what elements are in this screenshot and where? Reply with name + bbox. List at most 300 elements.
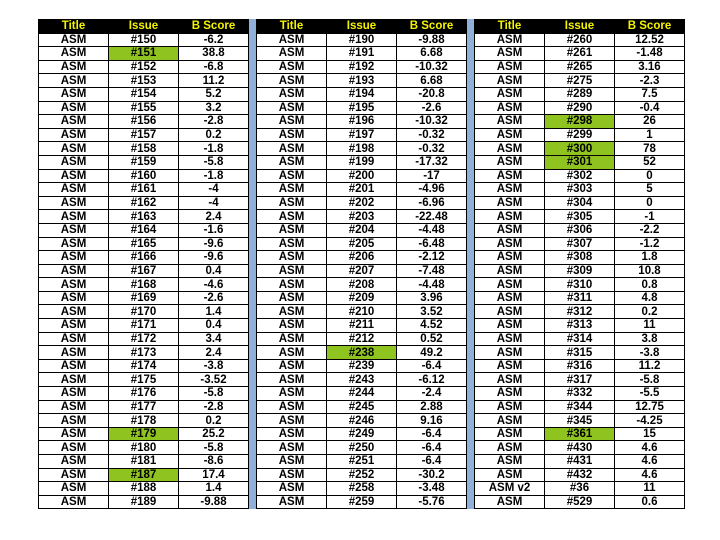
score-table-1 (38, 19, 249, 509)
cell-issue: #154 (109, 87, 179, 101)
cell-issue: #197 (327, 128, 397, 142)
cell-title: ASM (257, 237, 327, 251)
table-row (39, 47, 249, 61)
cell-issue: #300 (545, 142, 615, 156)
cell-b-score: -2.6 (397, 101, 467, 115)
table-row (475, 142, 685, 156)
cell-b-score: -2.4 (397, 387, 467, 401)
cell-issue: #251 (327, 455, 397, 469)
table-row (39, 183, 249, 197)
cell-title: ASM (39, 142, 109, 156)
cell-issue: #191 (327, 47, 397, 61)
cell-title: ASM (475, 101, 545, 115)
cell-b-score: -2.3 (615, 74, 685, 88)
cell-title: ASM (257, 210, 327, 224)
cell-issue: #162 (109, 196, 179, 210)
cell-issue: #153 (109, 74, 179, 88)
cell-b-score: 0.8 (615, 278, 685, 292)
table-row (39, 414, 249, 428)
table-row (257, 346, 467, 360)
cell-b-score: -6.4 (397, 441, 467, 455)
table-row (39, 128, 249, 142)
cell-issue: #168 (109, 278, 179, 292)
cell-b-score: -8.6 (179, 455, 249, 469)
table-row (475, 196, 685, 210)
cell-title: ASM (39, 427, 109, 441)
cell-title: ASM (257, 251, 327, 265)
cell-b-score: 3.4 (179, 332, 249, 346)
cell-title: ASM (39, 278, 109, 292)
cell-b-score: 0.2 (179, 128, 249, 142)
cell-title: ASM (39, 183, 109, 197)
cell-issue: #151 (109, 47, 179, 61)
cell-b-score: 11.2 (615, 359, 685, 373)
cell-b-score: -6.4 (397, 359, 467, 373)
cell-issue: #208 (327, 278, 397, 292)
cell-issue: #210 (327, 305, 397, 319)
table-row (39, 278, 249, 292)
score-table-2 (256, 19, 467, 509)
cell-issue: #301 (545, 155, 615, 169)
cell-issue: #203 (327, 210, 397, 224)
table-row (257, 427, 467, 441)
table-row (257, 237, 467, 251)
table-row (257, 183, 467, 197)
cell-b-score: -4.48 (397, 223, 467, 237)
cell-b-score: 1.8 (615, 251, 685, 265)
table-row (39, 441, 249, 455)
cell-issue: #169 (109, 291, 179, 305)
cell-title: ASM (475, 427, 545, 441)
cell-issue: #173 (109, 346, 179, 360)
cell-title: ASM (39, 155, 109, 169)
cell-b-score: -30.2 (397, 468, 467, 482)
cell-b-score: 4.8 (615, 291, 685, 305)
cell-b-score: -20.8 (397, 87, 467, 101)
cell-issue: #189 (109, 495, 179, 509)
table-separator (249, 19, 256, 509)
cell-title: ASM (475, 169, 545, 183)
cell-b-score: -7.48 (397, 264, 467, 278)
cell-title: ASM (475, 414, 545, 428)
cell-b-score: 2.4 (179, 210, 249, 224)
table-row (39, 115, 249, 129)
cell-issue: #155 (109, 101, 179, 115)
table-row (257, 251, 467, 265)
cell-title: ASM (257, 183, 327, 197)
table-row (475, 223, 685, 237)
cell-title: ASM (257, 359, 327, 373)
cell-issue: #431 (545, 455, 615, 469)
table-row (257, 87, 467, 101)
cell-title: ASM (475, 332, 545, 346)
cell-b-score: -5.5 (615, 387, 685, 401)
table-row (39, 264, 249, 278)
cell-issue: #181 (109, 455, 179, 469)
table-row (257, 387, 467, 401)
table-row (475, 482, 685, 496)
cell-issue: #190 (327, 33, 397, 47)
cell-title: ASM (39, 495, 109, 509)
cell-b-score: 4.6 (615, 468, 685, 482)
cell-issue: #304 (545, 196, 615, 210)
cell-title: ASM (475, 196, 545, 210)
table-row (257, 441, 467, 455)
cell-b-score: 0.4 (179, 319, 249, 333)
cell-issue: #307 (545, 237, 615, 251)
cell-issue: #195 (327, 101, 397, 115)
table-row (257, 319, 467, 333)
cell-issue: #200 (327, 169, 397, 183)
table-row (257, 33, 467, 47)
cell-b-score: -2.12 (397, 251, 467, 265)
cell-title: ASM (39, 47, 109, 61)
cell-b-score: 25.2 (179, 427, 249, 441)
header-issue: Issue (327, 20, 397, 34)
cell-title: ASM (39, 319, 109, 333)
cell-b-score: -5.8 (179, 387, 249, 401)
cell-issue: #239 (327, 359, 397, 373)
cell-issue: #165 (109, 237, 179, 251)
cell-title: ASM (39, 196, 109, 210)
cell-issue: #260 (545, 33, 615, 47)
cell-title: ASM (475, 441, 545, 455)
cell-title: ASM v2 (475, 482, 545, 496)
cell-b-score: -4.25 (615, 414, 685, 428)
cell-b-score: 0.2 (179, 414, 249, 428)
header-b-score: B Score (615, 20, 685, 34)
cell-issue: #156 (109, 115, 179, 129)
cell-title: ASM (39, 332, 109, 346)
table-row (39, 196, 249, 210)
cell-issue: #163 (109, 210, 179, 224)
cell-title: ASM (257, 115, 327, 129)
cell-b-score: 17.4 (179, 468, 249, 482)
table-row (39, 87, 249, 101)
cell-issue: #194 (327, 87, 397, 101)
table-row (39, 155, 249, 169)
table-row (39, 74, 249, 88)
cell-b-score: -4.48 (397, 278, 467, 292)
cell-title: ASM (475, 455, 545, 469)
table-row (475, 346, 685, 360)
cell-title: ASM (257, 74, 327, 88)
cell-title: ASM (475, 278, 545, 292)
table-row (257, 359, 467, 373)
cell-b-score: 4.6 (615, 455, 685, 469)
header-issue: Issue (109, 20, 179, 34)
cell-b-score: 4.52 (397, 319, 467, 333)
cell-title: ASM (475, 223, 545, 237)
cell-issue: #361 (545, 427, 615, 441)
table-row (39, 291, 249, 305)
cell-b-score: 7.5 (615, 87, 685, 101)
cell-issue: #178 (109, 414, 179, 428)
cell-title: ASM (39, 482, 109, 496)
cell-issue: #152 (109, 60, 179, 74)
cell-title: ASM (475, 47, 545, 61)
cell-title: ASM (475, 264, 545, 278)
cell-issue: #170 (109, 305, 179, 319)
table-row (39, 60, 249, 74)
table-row (475, 251, 685, 265)
cell-b-score: -9.88 (397, 33, 467, 47)
cell-b-score: -4.96 (397, 183, 467, 197)
cell-issue: #209 (327, 291, 397, 305)
cell-issue: #314 (545, 332, 615, 346)
cell-issue: #310 (545, 278, 615, 292)
table-row (475, 495, 685, 509)
table-row (475, 332, 685, 346)
cell-b-score: -3.8 (615, 346, 685, 360)
cell-title: ASM (257, 291, 327, 305)
cell-title: ASM (39, 87, 109, 101)
cell-issue: #308 (545, 251, 615, 265)
cell-b-score: 5.2 (179, 87, 249, 101)
cell-title: ASM (257, 169, 327, 183)
cell-title: ASM (39, 251, 109, 265)
table-row (257, 169, 467, 183)
cell-title: ASM (475, 305, 545, 319)
cell-issue: #207 (327, 264, 397, 278)
cell-title: ASM (475, 346, 545, 360)
cell-issue: #157 (109, 128, 179, 142)
table-row (475, 74, 685, 88)
cell-title: ASM (39, 210, 109, 224)
cell-issue: #313 (545, 319, 615, 333)
cell-b-score: 2.88 (397, 400, 467, 414)
header-b-score: B Score (179, 20, 249, 34)
table-row (475, 87, 685, 101)
table-row (475, 468, 685, 482)
cell-title: ASM (257, 196, 327, 210)
table-row (39, 400, 249, 414)
cell-issue: #176 (109, 387, 179, 401)
table-row (475, 210, 685, 224)
table-row (39, 210, 249, 224)
cell-issue: #192 (327, 60, 397, 74)
table-row (257, 414, 467, 428)
table-row (257, 155, 467, 169)
table-row (39, 346, 249, 360)
header-row (39, 20, 249, 34)
cell-b-score: -22.48 (397, 210, 467, 224)
cell-b-score: 1.4 (179, 482, 249, 496)
table-row (257, 101, 467, 115)
cell-title: ASM (39, 33, 109, 47)
cell-title: ASM (475, 359, 545, 373)
cell-issue: #261 (545, 47, 615, 61)
table-row (39, 359, 249, 373)
cell-title: ASM (39, 291, 109, 305)
table-row (39, 223, 249, 237)
cell-title: ASM (475, 87, 545, 101)
cell-title: ASM (257, 60, 327, 74)
table-row (39, 237, 249, 251)
cell-issue: #298 (545, 115, 615, 129)
cell-issue: #289 (545, 87, 615, 101)
cell-title: ASM (39, 128, 109, 142)
cell-title: ASM (475, 251, 545, 265)
cell-issue: #244 (327, 387, 397, 401)
table-row (475, 183, 685, 197)
table-row (39, 33, 249, 47)
cell-title: ASM (39, 359, 109, 373)
cell-b-score: 1 (615, 128, 685, 142)
header-row (257, 20, 467, 34)
cell-issue: #199 (327, 155, 397, 169)
cell-title: ASM (39, 223, 109, 237)
cell-b-score: 9.16 (397, 414, 467, 428)
cell-title: ASM (39, 169, 109, 183)
cell-b-score: -17.32 (397, 155, 467, 169)
header-title: Title (475, 20, 545, 34)
cell-issue: #345 (545, 414, 615, 428)
table-row (257, 47, 467, 61)
cell-b-score: 52 (615, 155, 685, 169)
cell-title: ASM (257, 223, 327, 237)
cell-title: ASM (257, 33, 327, 47)
table-row (257, 223, 467, 237)
cell-b-score: 0.2 (615, 305, 685, 319)
cell-issue: #174 (109, 359, 179, 373)
cell-issue: #317 (545, 373, 615, 387)
cell-issue: #177 (109, 400, 179, 414)
cell-b-score: -1.2 (615, 237, 685, 251)
cell-b-score: -1.8 (179, 169, 249, 183)
cell-issue: #196 (327, 115, 397, 129)
cell-b-score: -5.76 (397, 495, 467, 509)
table-row (475, 455, 685, 469)
table-row (39, 305, 249, 319)
table-row (39, 468, 249, 482)
cell-title: ASM (39, 400, 109, 414)
cell-b-score: -6.12 (397, 373, 467, 387)
cell-issue: #160 (109, 169, 179, 183)
table-row (475, 169, 685, 183)
cell-b-score: 49.2 (397, 346, 467, 360)
cell-b-score: 0.6 (615, 495, 685, 509)
cell-b-score: 6.68 (397, 47, 467, 61)
cell-b-score: 78 (615, 142, 685, 156)
cell-b-score: 1.4 (179, 305, 249, 319)
cell-title: ASM (39, 441, 109, 455)
cell-b-score: 6.68 (397, 74, 467, 88)
cell-b-score: 12.75 (615, 400, 685, 414)
header-b-score: B Score (397, 20, 467, 34)
cell-b-score: -0.32 (397, 142, 467, 156)
table-row (39, 101, 249, 115)
cell-title: ASM (257, 387, 327, 401)
cell-b-score: -1.6 (179, 223, 249, 237)
cell-b-score: -1.48 (615, 47, 685, 61)
cell-issue: #172 (109, 332, 179, 346)
cell-title: ASM (39, 115, 109, 129)
cell-issue: #275 (545, 74, 615, 88)
cell-issue: #249 (327, 427, 397, 441)
cell-b-score: -9.88 (179, 495, 249, 509)
cell-title: ASM (257, 155, 327, 169)
cell-b-score: -5.8 (179, 155, 249, 169)
cell-issue: #259 (327, 495, 397, 509)
table-row (39, 319, 249, 333)
cell-title: ASM (475, 495, 545, 509)
cell-issue: #164 (109, 223, 179, 237)
cell-b-score: -6.48 (397, 237, 467, 251)
cell-issue: #205 (327, 237, 397, 251)
cell-issue: #180 (109, 441, 179, 455)
cell-title: ASM (257, 87, 327, 101)
cell-title: ASM (257, 400, 327, 414)
cell-title: ASM (257, 346, 327, 360)
cell-b-score: -10.32 (397, 60, 467, 74)
cell-b-score: -2.2 (615, 223, 685, 237)
cell-issue: #187 (109, 468, 179, 482)
header-title: Title (257, 20, 327, 34)
cell-title: ASM (39, 74, 109, 88)
cell-b-score: -6.2 (179, 33, 249, 47)
table-row (257, 74, 467, 88)
cell-b-score: 0 (615, 196, 685, 210)
cell-title: ASM (257, 455, 327, 469)
table-row (475, 264, 685, 278)
table-row (475, 115, 685, 129)
cell-title: ASM (257, 441, 327, 455)
cell-title: ASM (257, 264, 327, 278)
table-row (39, 455, 249, 469)
cell-issue: #332 (545, 387, 615, 401)
table-row (39, 482, 249, 496)
table-row (257, 142, 467, 156)
table-row (475, 359, 685, 373)
cell-issue: #198 (327, 142, 397, 156)
cell-b-score: 11 (615, 482, 685, 496)
cell-title: ASM (39, 455, 109, 469)
cell-b-score: -1.8 (179, 142, 249, 156)
cell-b-score: 12.52 (615, 33, 685, 47)
cell-b-score: 11 (615, 319, 685, 333)
table-row (475, 387, 685, 401)
cell-title: ASM (257, 305, 327, 319)
cell-issue: #175 (109, 373, 179, 387)
cell-title: ASM (475, 128, 545, 142)
score-table-3 (474, 19, 685, 509)
cell-b-score: 0 (615, 169, 685, 183)
table-row (257, 468, 467, 482)
cell-title: ASM (39, 346, 109, 360)
cell-issue: #212 (327, 332, 397, 346)
table-row (475, 101, 685, 115)
cell-b-score: 0.52 (397, 332, 467, 346)
cell-issue: #201 (327, 183, 397, 197)
cell-b-score: -5.8 (615, 373, 685, 387)
cell-title: ASM (475, 33, 545, 47)
cell-title: ASM (39, 60, 109, 74)
cell-b-score: 3.2 (179, 101, 249, 115)
cell-title: ASM (475, 373, 545, 387)
cell-title: ASM (257, 142, 327, 156)
cell-title: ASM (257, 414, 327, 428)
cell-issue: #302 (545, 169, 615, 183)
cell-b-score: -5.8 (179, 441, 249, 455)
cell-title: ASM (257, 128, 327, 142)
cell-issue: #309 (545, 264, 615, 278)
cell-issue: #206 (327, 251, 397, 265)
cell-title: ASM (475, 237, 545, 251)
cell-issue: #238 (327, 346, 397, 360)
cell-b-score: -2.8 (179, 115, 249, 129)
cell-b-score: 3.52 (397, 305, 467, 319)
